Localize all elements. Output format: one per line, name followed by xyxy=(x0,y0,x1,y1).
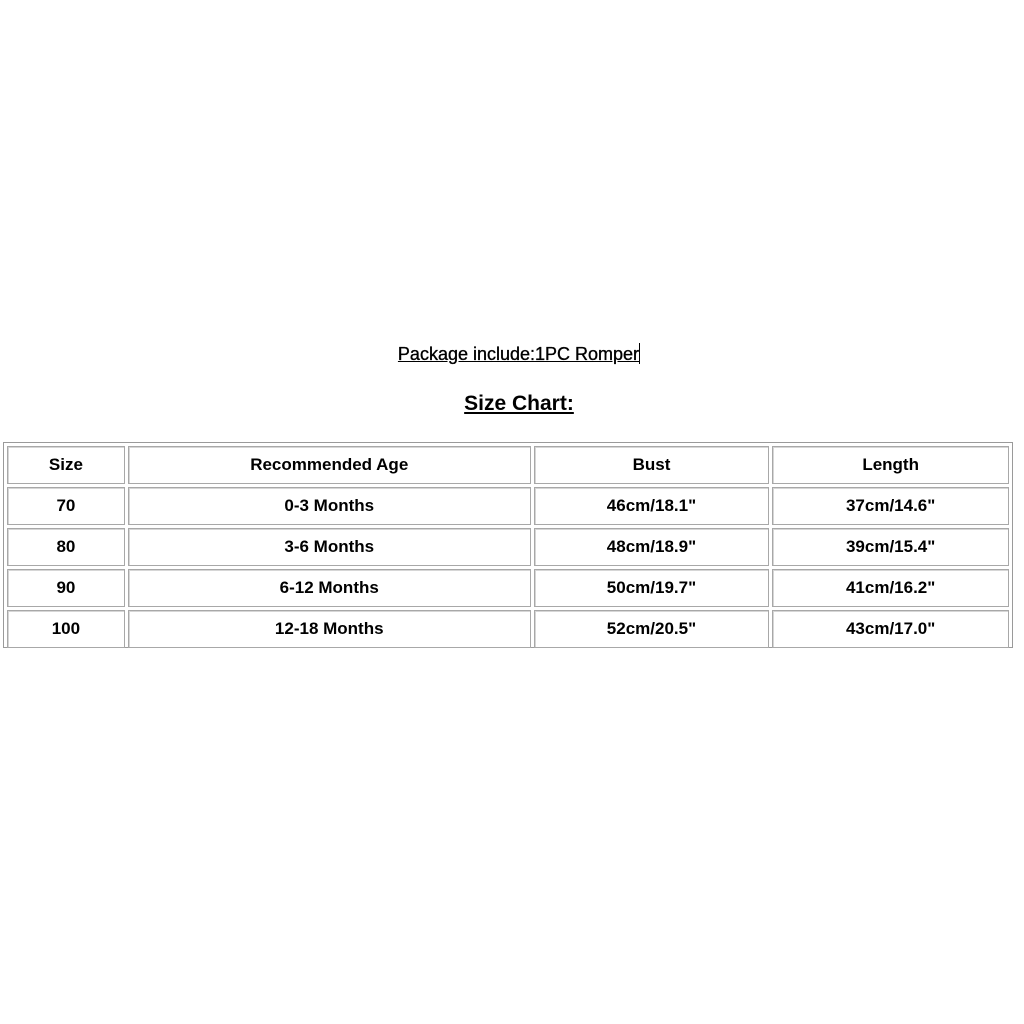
size-chart-table xyxy=(4,443,1012,651)
cell-size: 90 xyxy=(7,569,125,607)
package-include-text: Package include:1PC Romper xyxy=(397,344,640,364)
cell-size: 70 xyxy=(7,487,125,525)
header-recommended-age: Recommended Age xyxy=(128,446,531,484)
size-chart-table-container xyxy=(3,442,1013,648)
cell-length: 43cm/17.0" xyxy=(772,610,1009,648)
cell-age: 12-18 Months xyxy=(128,610,531,648)
table-row xyxy=(7,528,1009,566)
cell-size: 100 xyxy=(7,610,125,648)
cell-length: 37cm/14.6" xyxy=(772,487,1009,525)
text-caret xyxy=(639,343,640,364)
table-row xyxy=(7,610,1009,648)
table-header-row xyxy=(7,446,1009,484)
cell-size: 80 xyxy=(7,528,125,566)
size-chart-title: Size Chart: xyxy=(464,392,574,415)
cell-bust: 50cm/19.7" xyxy=(534,569,770,607)
header-size: Size xyxy=(7,446,125,484)
cell-age: 3-6 Months xyxy=(128,528,531,566)
cell-bust: 52cm/20.5" xyxy=(534,610,770,648)
cell-bust: 48cm/18.9" xyxy=(534,528,770,566)
package-include-line xyxy=(0,343,1024,365)
table-row xyxy=(7,487,1009,525)
cell-length: 41cm/16.2" xyxy=(772,569,1009,607)
cell-age: 0-3 Months xyxy=(128,487,531,525)
cell-age: 6-12 Months xyxy=(128,569,531,607)
table-row xyxy=(7,569,1009,607)
cell-bust: 46cm/18.1" xyxy=(534,487,770,525)
header-length: Length xyxy=(772,446,1009,484)
header-bust: Bust xyxy=(534,446,770,484)
cell-length: 39cm/15.4" xyxy=(772,528,1009,566)
